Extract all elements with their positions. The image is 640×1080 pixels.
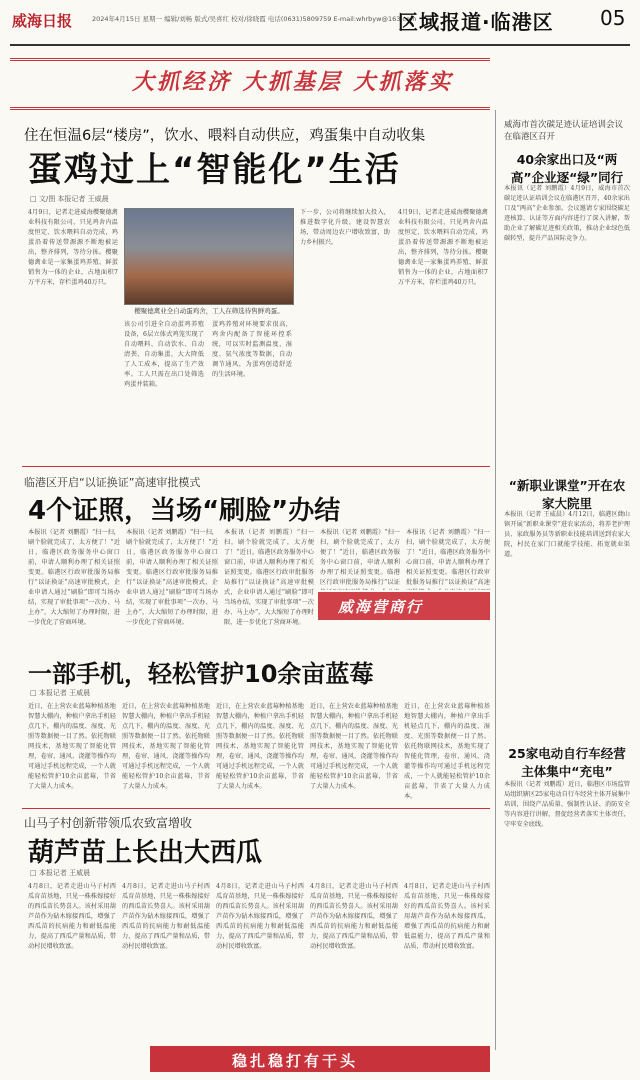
article4-col4: 4月8日，记者走进山马子村西瓜育苗基地，只见一株株嫁接好的西瓜苗长势喜人。该村采用葫芦苗作为砧木嫁接西瓜，增强了西瓜苗的抗病能力和耐低温能力，提高了西瓜产量和品质，带动村民增收致富。 xyxy=(310,883,398,950)
sidebar2-headline: “新职业课堂”开在农家大院里 xyxy=(508,478,626,511)
section-title: 区域报道·临港区 xyxy=(398,10,554,34)
footer-banner-text: 稳扎稳打有干头 xyxy=(232,1052,359,1070)
theme-banner-text: 大抓经济 大抓基层 大抓落实 xyxy=(132,69,454,95)
article3-headline: 一部手机，轻松管护10余亩蓝莓 xyxy=(28,660,374,688)
article4-col1: 4月8日，记者走进山马子村西瓜育苗基地，只见一株株嫁接好的西瓜苗长势喜人。该村采用葫芦苗作为砧木嫁接西瓜，增强了西瓜苗的抗病能力和耐低温能力，提高了西瓜产量和品质，带动村民增收致富。 xyxy=(28,883,116,950)
article2-headline: 4个证照，当场“刷脸”办结 xyxy=(28,496,341,526)
article4-byline: □ 本报记者 王威晨 xyxy=(30,869,91,877)
article3-col5: 近日，在上营农业蓝莓种植基地智慧大棚内，种植户拿出手机轻点几下，棚内的温度、湿度、光照等数据便一目了然。依托物联网技术，基地实现了智能化管理，卷帘、通风、浇灌等操作均可通过手机远程完成，一个人就能轻松管护10余亩蓝莓，节省了大量人力成本。 xyxy=(404,703,490,800)
sidebar3-headline: 25家电动自行车经营主体集中“充电” xyxy=(508,746,626,779)
article4-kicker: 山马子村创新带领瓜农致富增收 xyxy=(24,816,193,830)
article3-col4: 近日，在上营农业蓝莓种植基地智慧大棚内，种植户拿出手机轻点几下，棚内的温度、湿度、光照等数据便一目了然。依托物联网技术，基地实现了智能化管理，卷帘、通风、浇灌等操作均可通过手机远程完成，一个人就能轻松管护10余亩蓝莓，节省了大量人力成本。 xyxy=(310,703,398,790)
article4-col5: 4月8日，记者走进山马子村西瓜育苗基地，只见一株株嫁接好的西瓜苗长势喜人。该村采用葫芦苗作为砧木嫁接西瓜，增强了西瓜苗的抗病能力和耐低温能力，提高了西瓜产量和品质，带动村民增收致富。 xyxy=(404,883,490,950)
article1-col2: 该公司引进全自动蛋鸡养殖设备，6层立体式鸡笼实现了自动喂料、自动饮水、自动清粪、自动集蛋，大大降低了人工成本，提高了生产效率。工人只需在出口处筛选鸡蛋并装箱。 xyxy=(124,321,204,388)
article1-col4: 下一步，公司将继续加大投入，推进数字化升级，建设智慧农场，带动周边农户增收致富，助力乡村振兴。 xyxy=(300,209,390,246)
article2-kicker: 临港区开启“以证换证”高速审批模式 xyxy=(24,476,201,489)
article4-headline: 葫芦苗上长出大西瓜 xyxy=(28,838,263,868)
article3-col1: 近日，在上营农业蓝莓种植基地智慧大棚内，种植户拿出手机轻点几下，棚内的温度、湿度、光照等数据便一目了然。依托物联网技术，基地实现了智能化管理，卷帘、通风、浇灌等操作均可通过手机远程完成，一个人就能轻松管护10余亩蓝莓，节省了大量人力成本。 xyxy=(28,703,116,790)
column-divider xyxy=(495,110,496,1050)
article3-col3: 近日，在上营农业蓝莓种植基地智慧大棚内，种植户拿出手机轻点几下，棚内的温度、湿度、光照等数据便一目了然。依托物联网技术，基地实现了智能化管理，卷帘、通风、浇灌等操作均可通过手机远程完成，一个人就能轻松管护10余亩蓝莓，节省了大量人力成本。 xyxy=(216,703,304,790)
article2-col5: 本报讯（记者 刘鹏霞）“扫一扫，刷个脸就完成了，太方便了！”近日，临港区政务服务中心窗口前，申请人顺利办理了相关证照变更。临港区行政审批服务局推行“以证换证”高速 xyxy=(406,529,490,586)
article1-caption: 樱聚德禽业全自动蛋鸡舍，工人在筛选待售鲜鸡蛋。 xyxy=(134,307,284,315)
article3-byline: □ 本报记者 王威晨 xyxy=(30,689,91,697)
article3-col2: 近日，在上营农业蓝莓种植基地智慧大棚内，种植户拿出手机轻点几下，棚内的温度、湿度、光照等数据便一目了然。依托物联网技术，基地实现了智能化管理，卷帘、通风、浇灌等操作均可通过手机远程完成，一个人就能轻松管护10余亩蓝莓，节省了大量人力成本。 xyxy=(122,703,210,790)
issue-meta: 2024年4月15日 星期一 编辑/刘畅 版式/吴喜红 校对/徐晓霞 电话(0631)5809759 E-mail:whrbyw@163.com xyxy=(92,15,417,23)
header-rule xyxy=(10,44,630,46)
article1-byline: □ 文/图 本报记者 王威晨 xyxy=(30,195,109,203)
section-separator xyxy=(22,466,490,467)
sidebar1-kicker: 威海市首次碳足迹认证培训会议在临港区召开 xyxy=(504,120,624,142)
article1-col3: 蛋鸡养殖对环境要求很高，鸡舍内配备了智能环控系统，可以实时监测温度、湿度、氨气浓度等数据，自动调节通风，为蛋鸡创造舒适的生活环境。 xyxy=(212,321,292,378)
article1-col1: 4月9日，记者走进威海樱聚德禽业科技有限公司，只见鸡舍内温度恒定、饮水喂料自动完成，鸡蛋沿着传送带源源不断地被运出，整齐排列，等待分拣。樱聚德禽业是一家集蛋鸡养殖、鲜蛋销售为一体的企业，占地面积7万平方米，存栏蛋鸡40万只。 xyxy=(28,209,118,286)
article2-col3: 本报讯（记者 刘鹏霞）“扫一扫，刷个脸就完成了，太方便了！”近日，临港区政务服务中心窗口前，申请人顺利办理了相关证照变更。临港区行政审批服务局推行“以证换证”高速审批模式，企业申请人通过“刷脸”即可当场办结，实现了审批事项“一次办、马上办”，大大缩短了办理时限，进一步优化了营商环境。 xyxy=(224,529,314,626)
sidebar1-headline: 40余家出口及“两高”企业逐“绿”同行 xyxy=(510,152,624,185)
article1-col5: 4月9日，记者走进威海樱聚德禽业科技有限公司，只见鸡舍内温度恒定、饮水喂料自动完成，鸡蛋沿着传送带源源不断地被运出，整齐排列，等待分拣。樱聚德禽业是一家集蛋鸡养殖、鲜蛋销售为一体的企业，占地面积7万平方米，存栏蛋鸡40万只。 xyxy=(398,209,488,286)
article2-col1: 本报讯（记者 刘鹏霞）“扫一扫，刷个脸就完成了，太方便了！”近日，临港区政务服务中心窗口前，申请人顺利办理了相关证照变更。临港区行政审批服务局推行“以证换证”高速审批模式，企业申请人通过“刷脸”即可当场办结，实现了审批事项“一次办、马上办”，大大缩短了办理时限，进一步优化了营商环境。 xyxy=(28,529,120,626)
article1-photo[interactable] xyxy=(124,208,294,305)
article2-col2: 本报讯（记者 刘鹏霞）“扫一扫，刷个脸就完成了，太方便了！”近日，临港区政务服务中心窗口前，申请人顺利办理了相关证照变更。临港区行政审批服务局推行“以证换证”高速审批模式，企业申请人通过“刷脸”即可当场办结，实现了审批事项“一次办、马上办”，大大缩短了办理时限，进一步优化了营商环境。 xyxy=(126,529,218,626)
article1-headline: 蛋鸡过上“智能化”生活 xyxy=(28,150,401,190)
section-separator-2 xyxy=(22,808,490,809)
yingshang-banner-text: 威海营商行 xyxy=(338,598,424,616)
article1-kicker: 住在恒温6层“楼房”，饮水、喂料自动供应，鸡蛋集中自动收集 xyxy=(24,128,426,144)
article2-col4: 本报讯（记者 刘鹏霞）“扫一扫，刷个脸就完成了，太方便了！”近日，临港区政务服务中心窗口前，申请人顺利办理了相关证照变更。临港区行政审批服务局推行“以证 xyxy=(320,529,400,586)
article4-col3: 4月8日，记者走进山马子村西瓜育苗基地，只见一株株嫁接好的西瓜苗长势喜人。该村采用葫芦苗作为砧木嫁接西瓜，增强了西瓜苗的抗病能力和耐低温能力，提高了西瓜产量和品质，带动村民增收致富。 xyxy=(216,883,304,950)
sidebar2-body: 本报讯（记者 王威晨）4月12日，临港区蔄山镇开展“新职业课堂”进农家活动，将养老护理员、家政服务员等新职业技能培训送到农家大院，村民在家门口就能学技能、拓宽就业渠道。 xyxy=(504,511,630,558)
sidebar1-body: 本报讯（记者 刘鹏霞）4月9日，威海市首次碳足迹认证培训会议在临港区召开，40余家出口及“两高”企业参加。会议邀请专家围绕碳足迹核算、认证等方面内容进行了深入讲解，帮助企业了解碳足迹相关政策，推动企业绿色低碳转型，提升产品国际竞争力。 xyxy=(504,185,630,242)
page-number: 05 xyxy=(600,6,626,30)
newspaper-masthead: 威海日报 xyxy=(12,12,73,30)
article4-col2: 4月8日，记者走进山马子村西瓜育苗基地，只见一株株嫁接好的西瓜苗长势喜人。该村采用葫芦苗作为砧木嫁接西瓜，增强了西瓜苗的抗病能力和耐低温能力，提高了西瓜产量和品质，带动村民增收致富。 xyxy=(122,883,210,950)
sidebar3-body: 本报讯（记者 刘鹏霞）近日，临港区市场监管局组织辖区25家电动自行车经营主体开展集中培训，围绕产品质量、强制性认证、消防安全等内容进行讲解，督促经营者落实主体责任，守牢安全底线。 xyxy=(504,781,630,828)
